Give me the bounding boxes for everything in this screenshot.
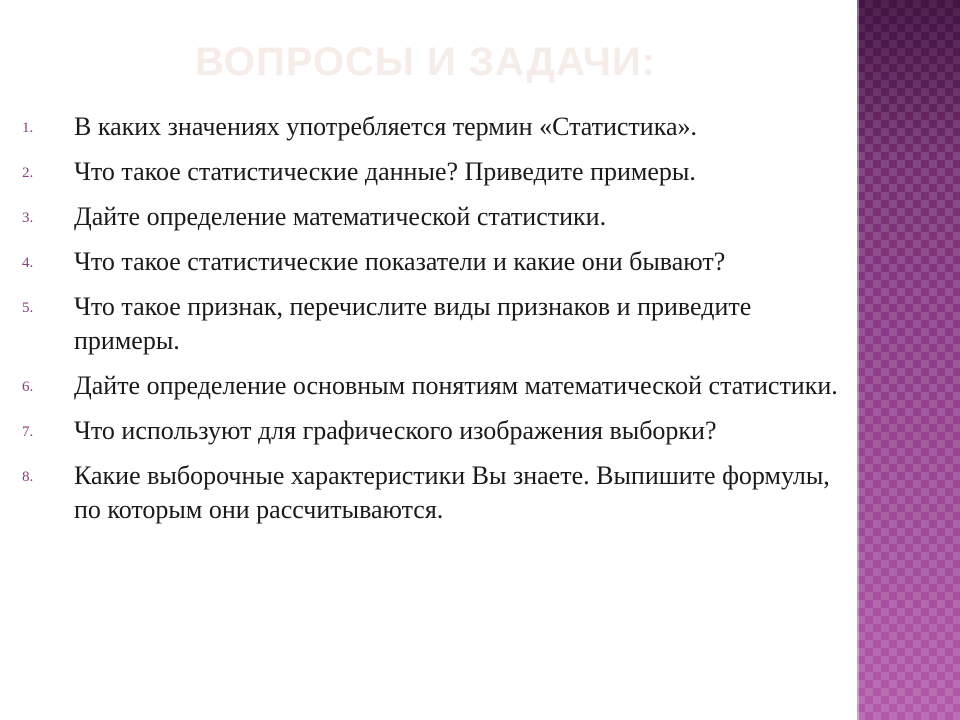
item-text: Что такое признак, перечислите виды признаков и приведите примеры. (74, 292, 752, 355)
item-number: 8. (22, 469, 34, 485)
list-item (22, 290, 852, 358)
item-text: Что такое статистические показатели и какие они бывают? (74, 247, 726, 276)
item-text: Дайте определение основным понятиям математической статистики. (74, 371, 838, 400)
item-text: Что такое статистические данные? Приведите примеры. (74, 157, 696, 186)
list-item (22, 459, 852, 527)
item-number: 4. (22, 255, 34, 271)
item-number: 6. (22, 379, 34, 395)
list-item (22, 414, 852, 448)
list-item (22, 245, 852, 279)
item-number: 5. (22, 300, 34, 316)
item-text: Какие выборочные характеристики Вы знаете. Выпишите формулы, по которым они рассчитываются. (74, 461, 830, 524)
item-number: 3. (22, 210, 34, 226)
list-item (22, 110, 852, 144)
item-number: 1. (22, 120, 34, 136)
item-text: Что используют для графического изображения выборки? (74, 416, 717, 445)
item-number: 2. (22, 165, 34, 181)
item-text: В каких значениях употребляется термин «Статистика». (74, 112, 697, 141)
list-item (22, 155, 852, 189)
decorative-side-band (857, 0, 960, 720)
list-item (22, 369, 852, 403)
item-text: Дайте определение математической статистики. (74, 202, 607, 231)
slide-title: ВОПРОСЫ И ЗАДАЧИ: (195, 40, 656, 84)
question-list (22, 110, 852, 538)
item-number: 7. (22, 424, 34, 440)
list-item (22, 200, 852, 234)
